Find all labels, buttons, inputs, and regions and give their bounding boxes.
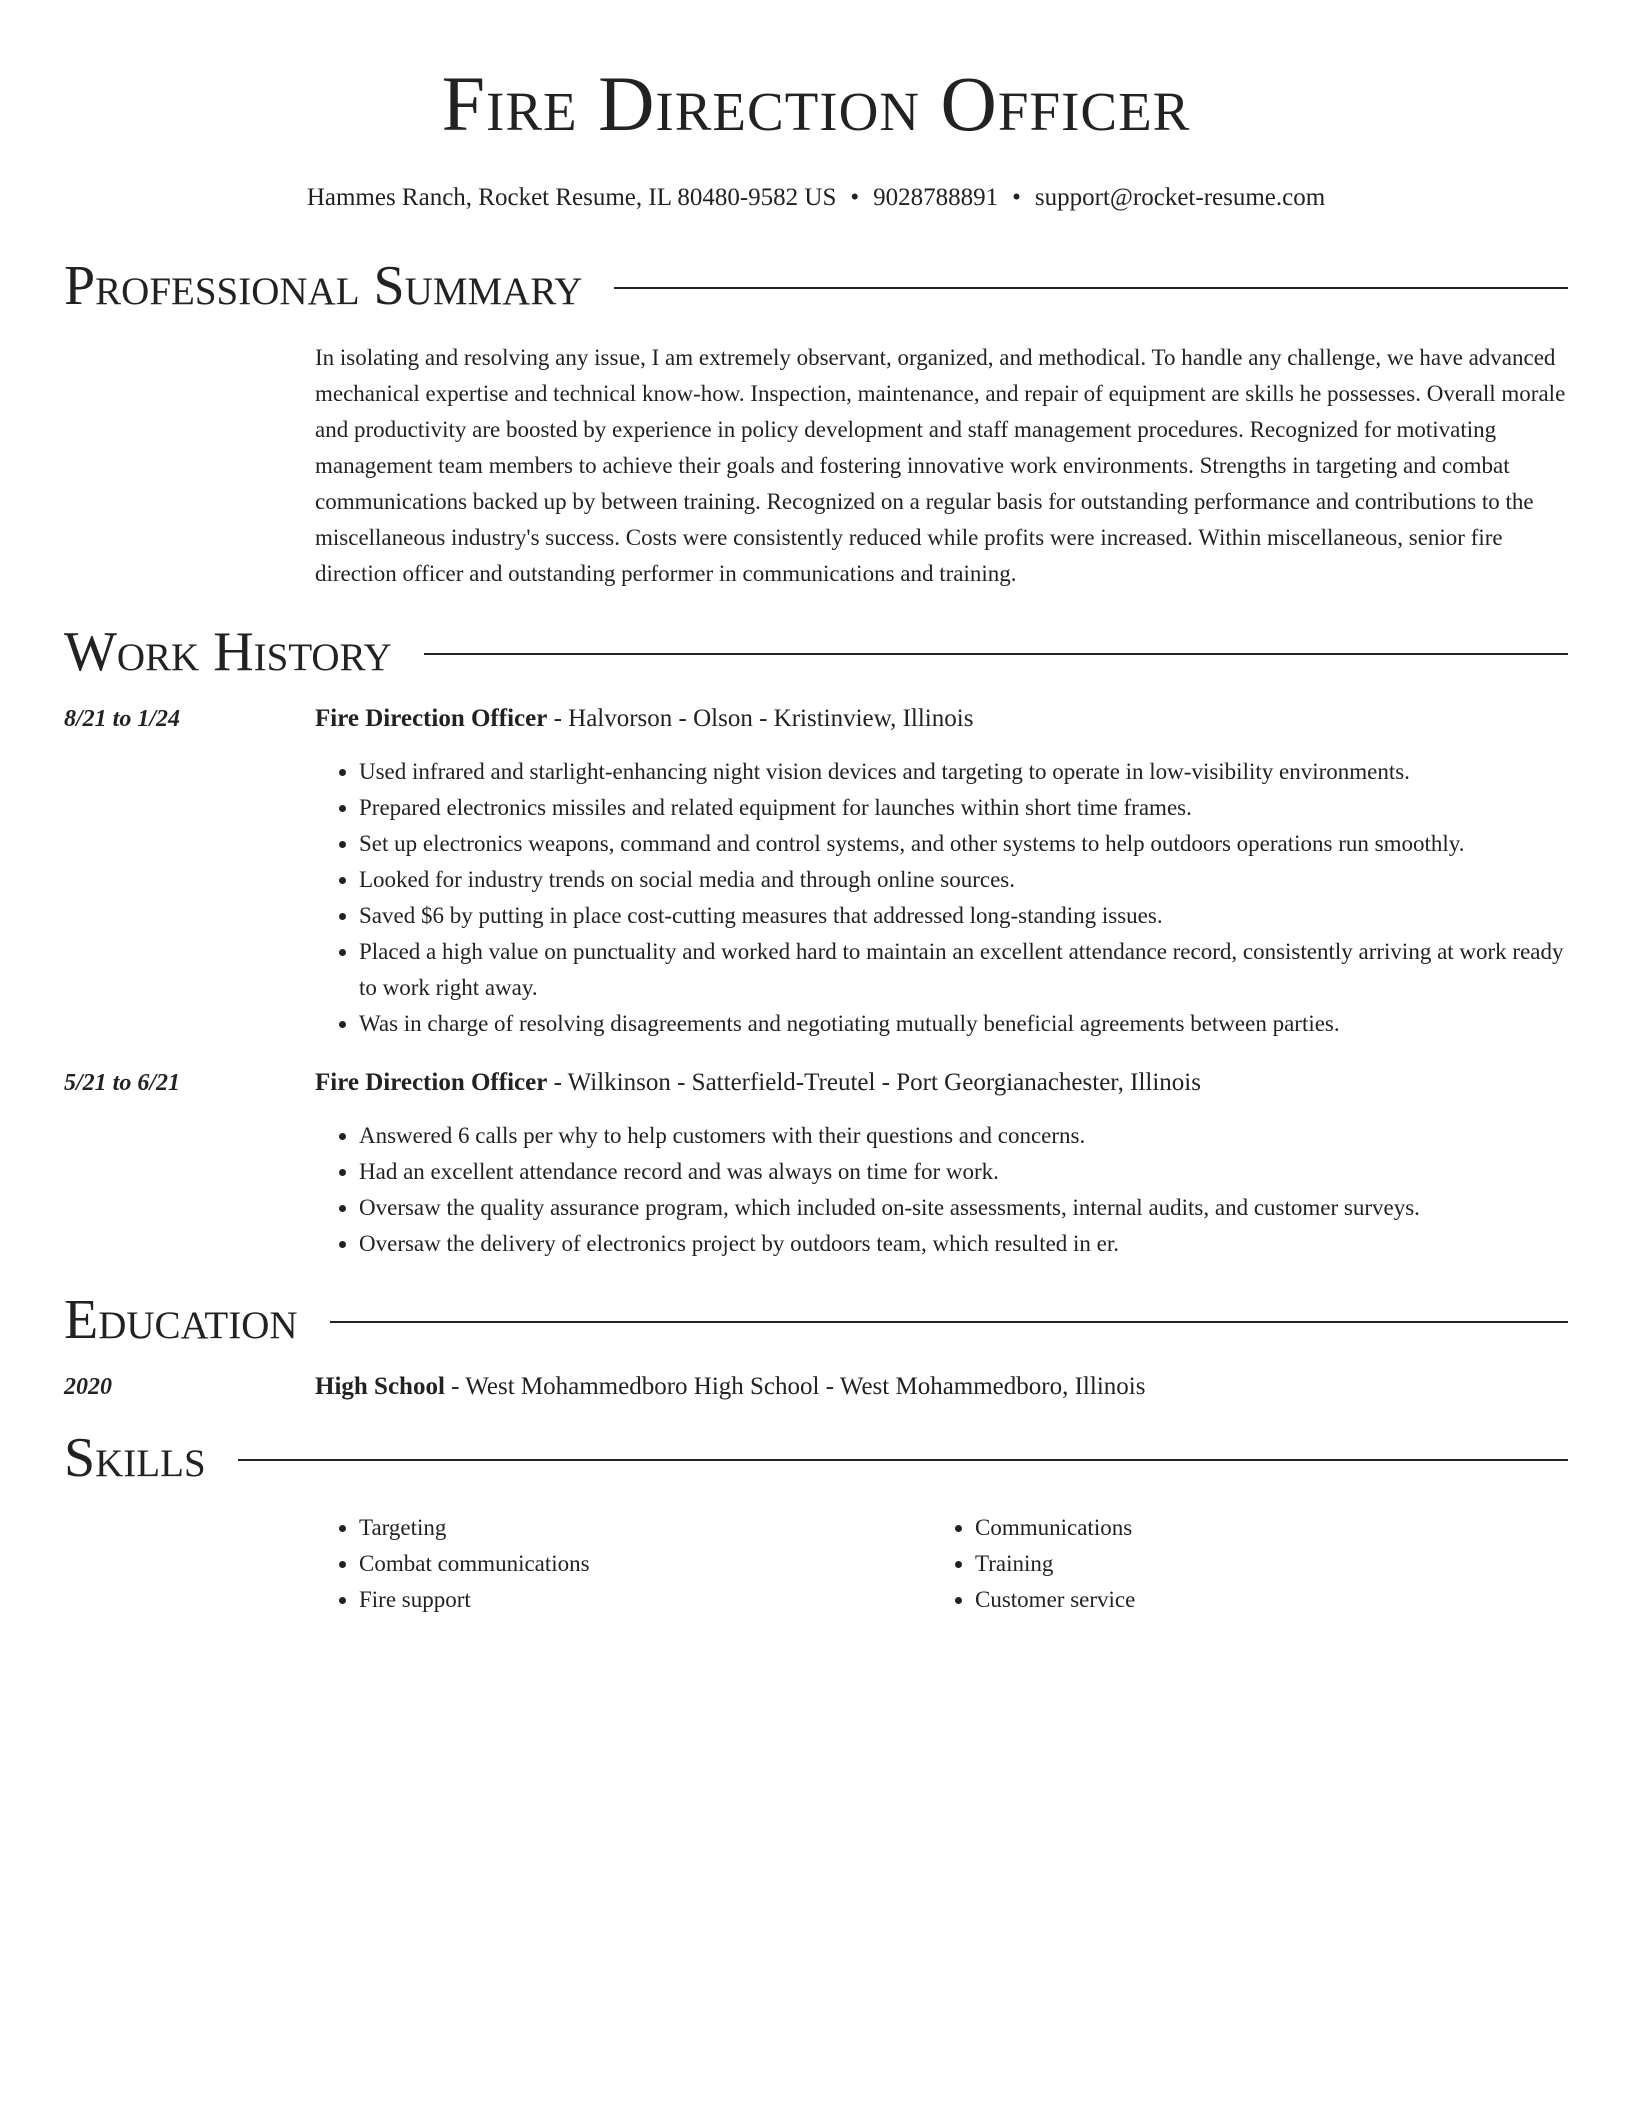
job-title-line <box>315 702 1568 736</box>
section-divider <box>238 1459 1568 1461</box>
job-position: Fire Direction Officer <box>315 705 548 732</box>
job-bullet: • Oversaw the quality assurance program, which included on-site assessments, internal audits, and customer surveys. <box>359 1190 1568 1226</box>
job-header <box>64 702 1568 736</box>
job-bullet: • Looked for industry trends on social media and through online sources. <box>359 862 1568 898</box>
job-dates: 8/21 to 1/24 <box>64 706 181 732</box>
skills-section-header <box>64 1426 1568 1490</box>
education-line <box>315 1370 1568 1404</box>
job-title-line <box>315 1066 1568 1100</box>
section-divider <box>424 653 1568 655</box>
candidate-name: Fire Direction Officer <box>441 60 1191 147</box>
job-bullets <box>315 754 1568 1042</box>
skill-item: • Training <box>975 1546 1547 1582</box>
education-section-title: Education <box>64 1289 298 1351</box>
skill-item: • Communications <box>975 1510 1547 1546</box>
job-bullet: • Placed a high value on punctuality and worked hard to maintain an excellent attendance record, consistently arriving at work ready to work right away. <box>359 934 1568 1006</box>
education-degree: High School <box>315 1373 445 1400</box>
job-bullet: • Prepared electronics missiles and related equipment for launches within short time frames. <box>359 790 1568 826</box>
job-bullet: • Oversaw the delivery of electronics project by outdoors team, which resulted in er. <box>359 1226 1568 1262</box>
work-section-header <box>64 620 1568 684</box>
skills-section-title: Skills <box>64 1427 206 1489</box>
summary-text: In isolating and resolving any issue, I am extremely observant, organized, and methodical. To handle any challenge, we have advanced mechanical expertise and technical know-how. Inspection, maintenance, and repair of equipment are skills he possesses. Overall morale and productivity are boosted by experience in policy development and staff management procedures. Recognized for motivating management team members to achieve their goals and fostering innovative work environments. Strengths in targeting and combat communications backed up by between training. Recognized on a regular basis for outstanding performance and contributions to the miscellaneous industry's success. Costs were consistently reduced while profits were increased. Within miscellaneous, senior fire direction officer and outstanding performer in communications and training. <box>315 345 1566 586</box>
job-bullet: • Answered 6 calls per why to help customers with their questions and concerns. <box>359 1118 1568 1154</box>
education-details: - West Mohammedboro High School - West Mohammedboro, Illinois <box>444 1373 1146 1400</box>
education-year: 2020 <box>64 1374 112 1400</box>
contact-separator: • <box>850 184 860 211</box>
skill-item: • Fire support <box>359 1582 931 1618</box>
contact-separator: • <box>1012 184 1021 211</box>
section-divider <box>614 287 1568 289</box>
contact-line <box>64 182 1568 214</box>
job-bullet: • Was in charge of resolving disagreements and negotiating mutually beneficial agreements between parties. <box>359 1006 1568 1042</box>
job-header <box>64 1066 1568 1100</box>
job-bullet: • Saved $6 by putting in place cost-cutting measures that addressed long-standing issues. <box>359 898 1568 934</box>
education-entry <box>64 1370 1568 1404</box>
job-entry <box>64 702 1568 1042</box>
job-bullets <box>315 1118 1568 1262</box>
skills-list <box>315 1510 1568 1618</box>
work-section-title: Work History <box>64 621 392 683</box>
job-bullet: • Set up electronics weapons, command and control systems, and other systems to help outdoors operations run smoothly. <box>359 826 1568 862</box>
skills-column-right <box>931 1510 1547 1618</box>
section-divider <box>330 1321 1568 1323</box>
skill-item: • Customer service <box>975 1582 1547 1618</box>
job-bullet: • Used infrared and starlight-enhancing night vision devices and targeting to operate in low-visibility environments. <box>359 754 1568 790</box>
skill-item: • Targeting <box>359 1510 931 1546</box>
contact-email: support@rocket-resume.com <box>1034 184 1326 211</box>
job-entry <box>64 1066 1568 1262</box>
skill-item: • Combat communications <box>359 1546 931 1582</box>
job-details: - Wilkinson - Satterfield-Treutel - Port Georgianachester, Illinois <box>547 1069 1201 1096</box>
summary-section-header <box>64 254 1568 318</box>
contact-phone: 9028788891 <box>873 184 999 211</box>
skills-column-left <box>315 1510 931 1618</box>
job-position: Fire Direction Officer <box>315 1069 548 1096</box>
job-bullet: • Had an excellent attendance record and was always on time for work. <box>359 1154 1568 1190</box>
job-details: - Halvorson - Olson - Kristinview, Illinois <box>547 705 974 732</box>
job-dates: 5/21 to 6/21 <box>64 1070 181 1096</box>
contact-address: Hammes Ranch, Rocket Resume, IL 80480-9582 US <box>306 184 837 211</box>
education-section-header <box>64 1288 1568 1352</box>
summary-section-title: Professional Summary <box>64 255 583 317</box>
